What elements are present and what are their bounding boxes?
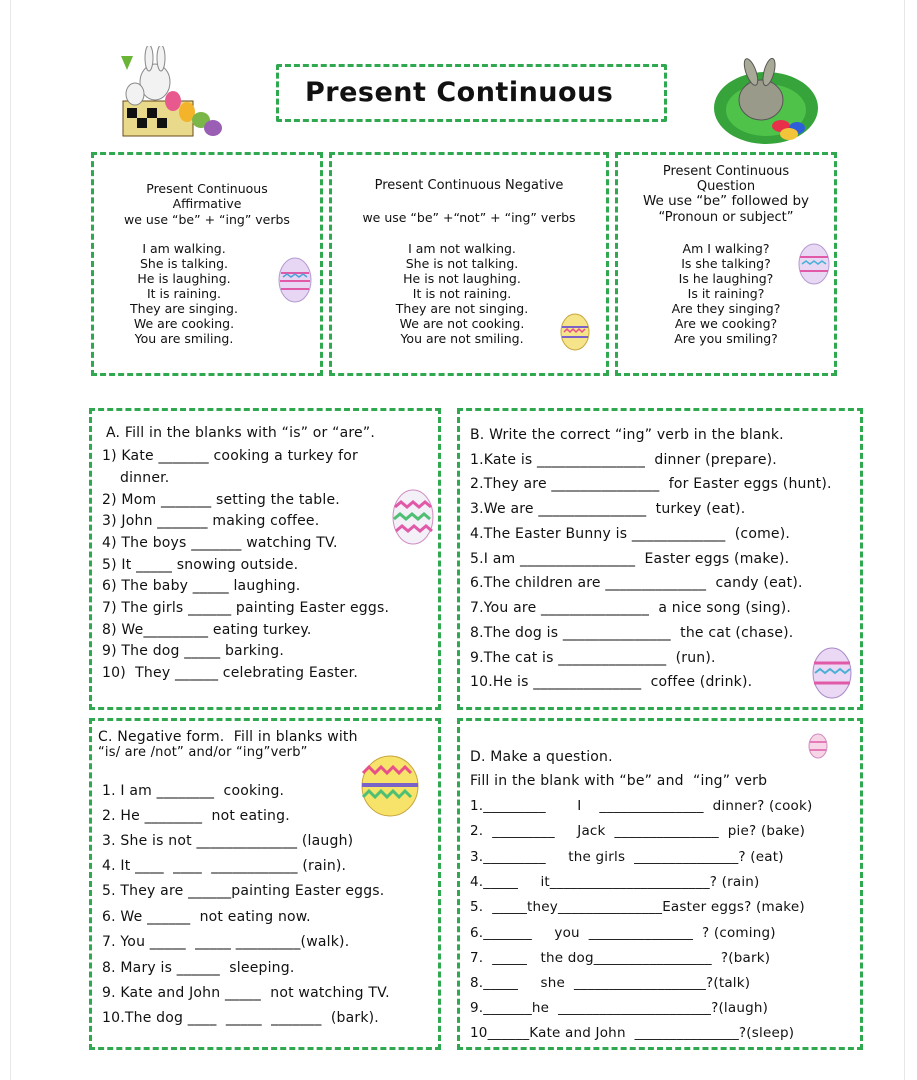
section-d-heading-1: D. Make a question.	[470, 749, 613, 765]
negative-rule: we use “be” +“not” + “ing” verbs	[362, 210, 576, 225]
section-c-item-6: 6. We ______ not eating now.	[102, 909, 311, 925]
negative-title: Present Continuous Negative	[374, 178, 564, 193]
easter-egg-icon	[812, 647, 852, 699]
negative-example-4: It is not raining.	[412, 286, 512, 301]
section-c-item-10: 10.The dog ____ _____ _______ (bark).	[102, 1010, 379, 1026]
question-title: Present Continuous	[662, 164, 790, 179]
question-example-5: Are they singing?	[671, 301, 781, 316]
negative-example-5: They are not singing.	[395, 301, 529, 316]
section-c-heading-1: C. Negative form. Fill in blanks with	[98, 729, 358, 745]
question-subtitle: Question	[696, 179, 756, 194]
affirmative-title: Present Continuous	[146, 181, 268, 196]
negative-box	[329, 152, 609, 376]
easter-egg-icon	[560, 313, 590, 351]
section-b-item-4: 4.The Easter Bunny is _____________ (come).	[470, 526, 791, 542]
affirmative-example-1: I am walking.	[142, 241, 226, 256]
section-a-item-10: 10) They ______ celebrating Easter.	[102, 665, 358, 681]
section-a-item-7: 7) The girls ______ painting Easter eggs.	[102, 600, 390, 616]
section-b-item-6: 6.The children are ______________ candy (eat).	[470, 575, 803, 591]
title-box	[276, 64, 667, 122]
question-example-3: Is he laughing?	[678, 271, 774, 286]
section-d-item-7: 7. _____ the dog_________________ ?(bark)	[470, 950, 771, 966]
negative-example-2: She is not talking.	[405, 256, 519, 271]
bunny-nest-clipart	[711, 58, 821, 148]
section-a-item-8: 8) We_________ eating turkey.	[102, 622, 312, 638]
section-b-item-9: 9.The cat is _______________ (run).	[470, 650, 716, 666]
bunny-basket-clipart	[113, 46, 231, 146]
question-box	[615, 152, 837, 376]
section-d-item-2: 2. _________ Jack _______________ pie? (bake)	[470, 823, 806, 839]
section-d-item-1: 1._________ I _______________ dinner? (cook)	[470, 798, 813, 814]
section-b-heading: B. Write the correct “ing” verb in the blank.	[470, 427, 784, 443]
question-rule: We use “be” followed by	[642, 193, 810, 209]
question-rule-2: “Pronoun or subject”	[658, 210, 794, 225]
section-c-box	[89, 718, 441, 1050]
negative-example-7: You are not smiling.	[400, 331, 524, 346]
section-b-item-5: 5.I am ________________ Easter eggs (make).	[470, 551, 790, 567]
section-c-item-3: 3. She is not ______________ (laugh)	[102, 833, 354, 849]
section-d-item-6: 6._______ you _______________ ? (coming)	[470, 925, 776, 941]
section-c-item-2: 2. He ________ not eating.	[102, 808, 290, 824]
worksheet-page	[10, 0, 905, 1080]
section-d-item-8: 8._____ she ___________________?(talk)	[470, 975, 751, 991]
section-c-item-9: 9. Kate and John _____ not watching TV.	[102, 985, 390, 1001]
affirmative-subtitle: Affirmative	[172, 196, 242, 211]
page-title: Present Continuous	[305, 77, 614, 108]
question-example-1: Am I walking?	[682, 241, 770, 256]
question-example-7: Are you smiling?	[674, 331, 778, 346]
easter-egg-icon	[360, 753, 420, 817]
section-a-item-9: 9) The dog _____ barking.	[102, 643, 284, 659]
section-b-item-8: 8.The dog is _______________ the cat (chase).	[470, 625, 794, 641]
easter-egg-icon	[392, 489, 434, 545]
section-c-item-1: 1. I am ________ cooking.	[102, 783, 285, 799]
negative-example-3: He is not laughing.	[403, 271, 521, 286]
section-a-item-1b: dinner.	[120, 470, 170, 486]
section-d-item-10: 10______Kate and John _______________?(sleep)	[470, 1025, 795, 1041]
negative-example-1: I am not walking.	[408, 241, 516, 256]
section-d-item-4: 4._____ it_______________________? (rain)	[470, 874, 760, 890]
section-d-item-3: 3._________ the girls _______________? (eat)	[470, 849, 784, 865]
affirmative-example-2: She is talking.	[139, 256, 229, 271]
easter-egg-icon	[798, 243, 830, 285]
section-a-item-3: 3) John _______ making coffee.	[102, 513, 320, 529]
affirmative-example-6: We are cooking.	[133, 316, 235, 331]
section-d-item-9: 9._______he ______________________?(laugh)	[470, 1000, 769, 1016]
question-example-6: Are we cooking?	[674, 316, 778, 331]
section-a-heading: A. Fill in the blanks with “is” or “are”.	[106, 425, 375, 441]
negative-example-6: We are not cooking.	[399, 316, 525, 331]
question-example-4: Is it raining?	[687, 286, 765, 301]
section-c-item-7: 7. You _____ _____ _________(walk).	[102, 934, 350, 950]
affirmative-example-4: It is raining.	[146, 286, 222, 301]
section-c-item-4: 4. It ____ ____ ____________ (rain).	[102, 858, 347, 874]
section-d-item-5: 5. _____they_______________Easter eggs? (make)	[470, 899, 805, 915]
section-a-item-5: 5) It _____ snowing outside.	[102, 557, 299, 573]
section-a-item-1: 1) Kate _______ cooking a turkey for	[102, 448, 358, 464]
section-a-box	[89, 408, 441, 710]
easter-egg-icon	[278, 257, 312, 303]
section-c-item-8: 8. Mary is ______ sleeping.	[102, 960, 295, 976]
affirmative-example-5: They are singing.	[130, 301, 238, 316]
section-b-item-2: 2.They are _______________ for Easter eggs (hunt).	[470, 476, 832, 492]
section-c-item-5: 5. They are ______painting Easter eggs.	[102, 883, 385, 899]
affirmative-box	[91, 152, 323, 376]
easter-egg-icon	[808, 733, 828, 759]
section-b-item-3: 3.We are _______________ turkey (eat).	[470, 501, 746, 517]
section-c-heading-2: “is/ are /not” and/or “ing”verb”	[98, 745, 308, 760]
section-b-box	[457, 408, 863, 710]
section-b-item-7: 7.You are _______________ a nice song (sing).	[470, 600, 792, 616]
section-a-item-6: 6) The baby _____ laughing.	[102, 578, 301, 594]
section-b-item-10: 10.He is _______________ coffee (drink).	[470, 674, 753, 690]
section-a-item-4: 4) The boys _______ watching TV.	[102, 535, 338, 551]
affirmative-example-7: You are smiling.	[134, 331, 234, 346]
section-a-item-2: 2) Mom _______ setting the table.	[102, 492, 340, 508]
section-d-box	[457, 718, 863, 1050]
section-d-heading-2: Fill in the blank with “be” and “ing” verb	[470, 773, 768, 789]
question-example-2: Is she talking?	[681, 256, 771, 271]
affirmative-example-3: He is laughing.	[137, 271, 231, 286]
affirmative-rule: we use “be” + “ing” verbs	[124, 212, 290, 227]
section-b-item-1: 1.Kate is _______________ dinner (prepare).	[470, 452, 777, 468]
